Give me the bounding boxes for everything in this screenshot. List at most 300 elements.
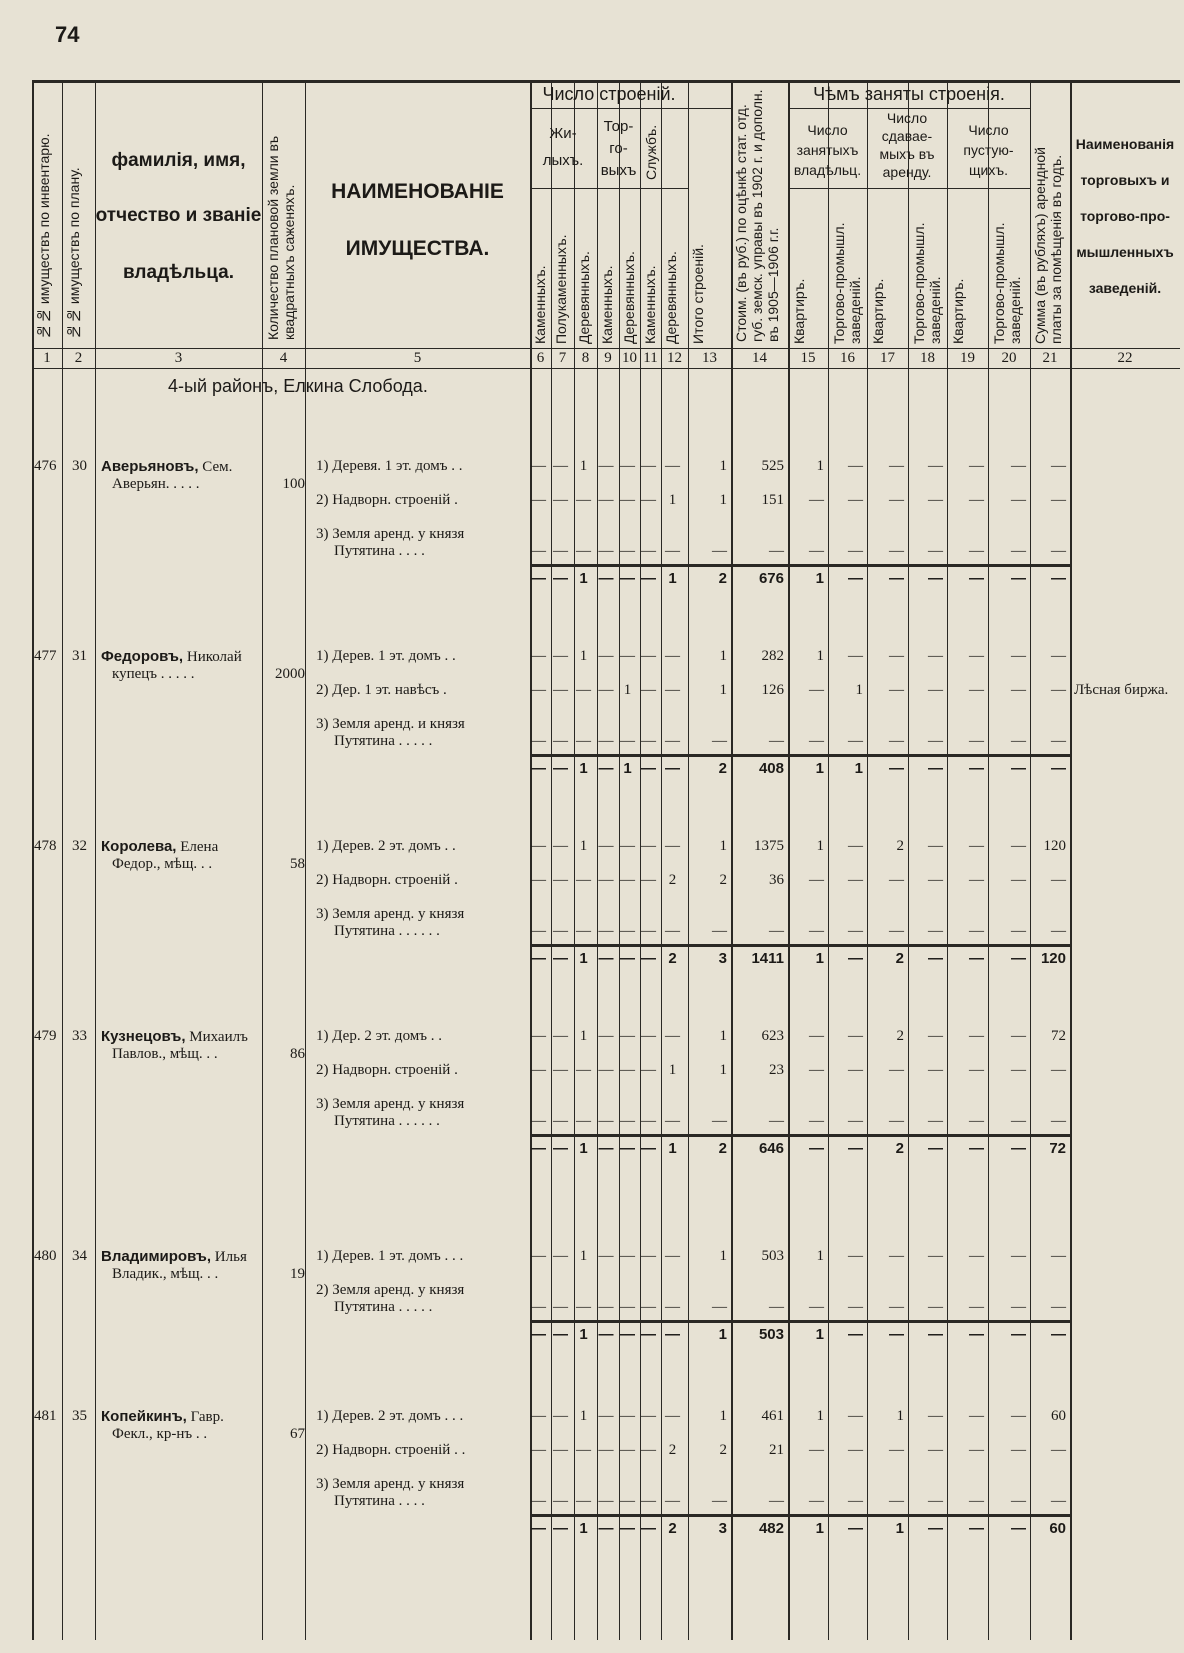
table-cell: —: [769, 1299, 784, 1315]
table-cell: —: [598, 492, 614, 508]
table-cell: —: [598, 1062, 614, 1078]
column-number: 7: [558, 350, 567, 366]
table-cell: —: [576, 923, 591, 939]
table-cell: —: [665, 838, 680, 854]
plan-number: 33: [72, 1028, 87, 1044]
table-cell: —: [848, 838, 863, 854]
owner-name: [101, 1248, 247, 1266]
table-cell: —: [889, 1442, 904, 1458]
subtotal-cell: 1: [815, 570, 824, 587]
table-cell: —: [1051, 733, 1066, 749]
table-cell: —: [928, 872, 943, 888]
table-cell: 1375: [754, 838, 784, 854]
header-sub-rent-line3: мыхъ въ: [879, 146, 935, 162]
owner-surname: Владимировъ,: [101, 1248, 212, 1265]
header-col-enterprise-line4: мышленныхъ: [1076, 244, 1174, 260]
header-col-9: Каменныхъ.: [599, 265, 615, 344]
column-rule: [988, 80, 989, 1640]
column-rule: [640, 80, 641, 1640]
header-group-trade-line3: выхъ: [600, 162, 637, 179]
column-rule: [908, 80, 909, 1640]
table-cell: —: [712, 923, 727, 939]
table-cell: —: [928, 648, 943, 664]
subtotal-cell: 1: [854, 760, 863, 777]
table-cell: —: [553, 1493, 568, 1509]
subtotal-cell: —: [665, 760, 680, 777]
table-cell: —: [848, 458, 863, 474]
table-cell: 60: [1051, 1408, 1066, 1424]
table-cell: —: [576, 733, 591, 749]
subtotal-cell: —: [969, 1140, 984, 1157]
table-cell: —: [969, 1113, 984, 1129]
column-rule: [95, 80, 96, 1640]
table-cell: —: [928, 492, 943, 508]
column-number: 5: [413, 350, 422, 366]
column-rule: [551, 80, 552, 1640]
column-number: 8: [581, 350, 590, 366]
column-rule: [597, 80, 598, 1640]
subtotal-cell: —: [620, 570, 635, 587]
subtotal-cell: 1: [579, 1140, 588, 1157]
subtotal-cell: —: [598, 1140, 614, 1157]
column-rule: [305, 80, 306, 1640]
subtotal-cell: —: [620, 950, 635, 967]
owner-name: [101, 1028, 248, 1046]
table-cell: —: [848, 648, 863, 664]
table-cell: —: [598, 1408, 614, 1424]
table-cell: 623: [761, 1028, 784, 1044]
column-rule: [619, 80, 620, 1640]
table-cell: —: [889, 733, 904, 749]
table-cell: —: [598, 1113, 614, 1129]
table-cell: —: [1051, 648, 1066, 664]
table-cell: —: [620, 733, 635, 749]
table-cell: 1: [579, 458, 588, 474]
table-cell: —: [809, 1493, 824, 1509]
table-cell: —: [889, 872, 904, 888]
table-cell: —: [665, 923, 680, 939]
subtotal-cell: —: [1051, 570, 1066, 587]
property-item: 1) Дерев. 2 эт. домъ . . .: [316, 1408, 464, 1424]
table-cell: —: [576, 1113, 591, 1129]
header-sub-rent: Число: [886, 110, 928, 126]
subtotal-cell: —: [928, 570, 943, 587]
subtotal-rule: [530, 754, 1070, 757]
subtotal-cell: 1: [815, 1520, 824, 1537]
table-cell: —: [809, 682, 824, 698]
header-group-trade: Тор-: [603, 118, 634, 135]
header-col-13: Итого строеній.: [690, 244, 706, 344]
property-item: 1) Дерев. 1 эт. домъ . .: [316, 648, 456, 664]
header-col-10: Деревянныхъ.: [621, 251, 637, 344]
table-cell: —: [769, 923, 784, 939]
property-item: 3) Земля аренд. у князя: [316, 906, 465, 922]
table-cell: 1: [623, 682, 632, 698]
table-cell: 1: [719, 458, 727, 474]
table-cell: —: [620, 1113, 635, 1129]
subtotal-cell: 120: [1040, 950, 1066, 967]
subtotal-cell: 2: [895, 1140, 904, 1157]
column-number: 16: [840, 350, 855, 366]
subtotal-cell: 1: [815, 1326, 824, 1343]
property-item: 2) Дер. 1 эт. навѣсъ .: [316, 682, 447, 698]
subtotal-cell: —: [641, 1326, 656, 1343]
table-cell: 1: [579, 1248, 588, 1264]
owner-given-name: Михаилъ: [185, 1029, 248, 1045]
header-col-enterprise-line2: торговыхъ и: [1080, 172, 1170, 188]
subtotal-cell: 2: [718, 1140, 727, 1157]
table-cell: —: [553, 492, 568, 508]
header-col-enterprise: Наименованія: [1075, 136, 1175, 152]
table-cell: —: [553, 543, 568, 559]
header-col-owner-line2: отчество и званіе: [95, 205, 262, 226]
subtotal-cell: —: [531, 1520, 546, 1537]
subtotal-cell: —: [531, 1326, 546, 1343]
subtotal-cell: 1: [579, 1520, 588, 1537]
table-cell: —: [531, 1248, 546, 1264]
table-cell: 1: [719, 682, 727, 698]
property-item: 2) Надворн. строеній . .: [316, 1442, 466, 1458]
subtotal-cell: —: [1011, 1326, 1026, 1343]
table-cell: —: [1011, 1408, 1026, 1424]
column-rule: [867, 80, 868, 1640]
header-col-property-line2: ИМУЩЕСТВА.: [345, 237, 490, 260]
header-col-19: Квартиръ.: [950, 278, 966, 344]
subtotal-cell: —: [598, 1520, 614, 1537]
owner-name-line2: Федор., мѣщ. . .: [112, 856, 213, 872]
column-number: 2: [74, 350, 83, 366]
table-cell: —: [598, 458, 614, 474]
subtotal-cell: —: [969, 760, 984, 777]
table-cell: —: [665, 1408, 680, 1424]
table-cell: —: [769, 733, 784, 749]
column-number: 10: [622, 350, 637, 366]
subtotal-cell: —: [969, 950, 984, 967]
column-number: 12: [667, 350, 682, 366]
table-cell: —: [889, 1113, 904, 1129]
table-cell: —: [665, 682, 680, 698]
subgroup-rule: [530, 188, 688, 189]
subtotal-cell: —: [928, 1326, 943, 1343]
owner-surname: Кузнецовъ,: [101, 1028, 186, 1045]
subtotal-cell: —: [928, 1520, 943, 1537]
table-cell: 2: [896, 1028, 904, 1044]
table-cell: —: [641, 648, 656, 664]
owner-given-name: Гавр.: [186, 1409, 224, 1425]
header-col-12: Деревянныхъ.: [663, 251, 679, 344]
table-cell: —: [531, 458, 546, 474]
table-cell: —: [641, 458, 656, 474]
table-cell: 2: [668, 872, 677, 888]
table-cell: —: [969, 648, 984, 664]
subtotal-cell: —: [531, 1140, 546, 1157]
subtotal-cell: 1: [895, 1520, 904, 1537]
column-number: 1: [43, 350, 51, 366]
table-cell: —: [576, 492, 591, 508]
table-cell: —: [641, 1493, 656, 1509]
header-sub-rent-line4: аренду.: [882, 164, 932, 180]
table-cell: —: [641, 492, 656, 508]
table-cell: —: [531, 872, 546, 888]
table-cell: —: [665, 1248, 680, 1264]
subtotal-cell: —: [848, 1520, 863, 1537]
subtotal-cell: 503: [758, 1326, 784, 1343]
column-rule: [788, 80, 790, 1640]
table-cell: —: [531, 1299, 546, 1315]
table-cell: —: [928, 543, 943, 559]
table-cell: —: [809, 872, 824, 888]
table-cell: —: [1051, 1062, 1066, 1078]
subtotal-cell: 2: [668, 1520, 677, 1537]
table-cell: 1: [668, 1062, 677, 1078]
table-cell: —: [848, 1408, 863, 1424]
table-cell: —: [889, 1062, 904, 1078]
table-cell: —: [665, 543, 680, 559]
subtotal-cell: 1: [579, 760, 588, 777]
subtotal-cell: —: [969, 570, 984, 587]
land-area: 2000: [275, 666, 305, 682]
column-rule: [947, 80, 948, 1640]
subtotal-cell: —: [848, 570, 863, 587]
table-cell: —: [620, 648, 635, 664]
subtotal-cell: 3: [718, 950, 727, 967]
table-cell: —: [928, 1408, 943, 1424]
table-cell: 1: [579, 1028, 588, 1044]
header-col-valuation: Стоим. (въ руб.) по оцѣнкѣ стат. отд. губ. земск. управы въ 1902 г. и дополн. въ 1905—1906 г.г.: [733, 89, 781, 342]
table-cell: 1: [816, 1248, 824, 1264]
table-cell: —: [848, 923, 863, 939]
table-cell: 1: [816, 838, 824, 854]
table-cell: —: [848, 733, 863, 749]
table-cell: 2: [719, 872, 727, 888]
table-cell: 36: [769, 872, 784, 888]
table-cell: —: [598, 682, 614, 698]
table-cell: —: [1011, 1299, 1026, 1315]
owner-name-line2: Фекл., кр-нъ . .: [112, 1426, 208, 1442]
column-number: 20: [1001, 350, 1017, 366]
table-cell: 23: [769, 1062, 784, 1078]
table-cell: —: [1051, 682, 1066, 698]
table-cell: —: [1011, 923, 1026, 939]
table-cell: —: [809, 733, 824, 749]
table-cell: —: [641, 1442, 656, 1458]
table-cell: —: [553, 1113, 568, 1129]
table-cell: —: [928, 1248, 943, 1264]
table-cell: —: [969, 458, 984, 474]
column-number: 9: [604, 350, 612, 366]
table-cell: —: [1011, 1028, 1026, 1044]
table-cell: —: [889, 458, 904, 474]
subtotal-cell: 60: [1049, 1520, 1066, 1537]
inventory-number: 480: [34, 1248, 57, 1264]
table-cell: —: [712, 1493, 727, 1509]
table-cell: —: [598, 733, 614, 749]
land-area: 67: [290, 1426, 305, 1442]
property-item-line2: Путятина . . . .: [334, 543, 425, 559]
subtotal-cell: 2: [718, 760, 727, 777]
subtotal-cell: 2: [895, 950, 904, 967]
owner-name: [101, 838, 218, 856]
subtotal-cell: —: [809, 1140, 824, 1157]
table-cell: —: [809, 492, 824, 508]
table-cell: —: [598, 1248, 614, 1264]
table-cell: —: [848, 872, 863, 888]
table-cell: —: [928, 838, 943, 854]
column-number: 15: [800, 350, 816, 366]
table-cell: —: [1011, 458, 1026, 474]
table-cell: 1: [816, 458, 824, 474]
table-cell: —: [553, 1028, 568, 1044]
property-item: 2) Земля аренд. у князя: [316, 1282, 465, 1298]
owner-name: [101, 648, 242, 666]
subtotal-cell: —: [553, 1326, 568, 1343]
subtotal-cell: 2: [668, 950, 677, 967]
subtotal-cell: —: [848, 950, 863, 967]
table-cell: —: [889, 648, 904, 664]
table-cell: —: [1011, 1248, 1026, 1264]
table-cell: —: [1051, 1248, 1066, 1264]
subtotal-cell: 1: [718, 1326, 727, 1343]
table-cell: —: [553, 1248, 568, 1264]
subgroup-rule: [788, 188, 1030, 189]
table-cell: —: [641, 838, 656, 854]
table-cell: —: [928, 458, 943, 474]
header-col-inventory-number: №№ имуществъ по инвентарю.: [36, 133, 52, 340]
table-cell: —: [969, 1408, 984, 1424]
subtotal-rule: [530, 564, 1070, 567]
enterprise-name: Лѣсная биржа.: [1074, 682, 1169, 698]
table-cell: —: [665, 648, 680, 664]
subtotal-cell: 72: [1049, 1140, 1066, 1157]
header-col-enterprise-line3: торгово-про-: [1080, 208, 1170, 224]
table-cell: —: [576, 1062, 591, 1078]
table-cell: —: [969, 923, 984, 939]
land-area: 86: [290, 1046, 305, 1062]
table-cell: —: [809, 923, 824, 939]
table-cell: —: [531, 543, 546, 559]
inventory-number: 479: [34, 1028, 57, 1044]
table-cell: —: [848, 1113, 863, 1129]
column-rule: [688, 80, 689, 1640]
table-cell: —: [809, 1028, 824, 1044]
table-cell: —: [620, 1062, 635, 1078]
column-number: 22: [1117, 350, 1133, 366]
table-cell: —: [889, 1299, 904, 1315]
table-cell: —: [576, 872, 591, 888]
column-rule: [62, 80, 63, 1640]
table-cell: —: [553, 872, 568, 888]
table-cell: —: [598, 923, 614, 939]
property-item: 3) Земля аренд. и князя: [316, 716, 465, 732]
subtotal-cell: —: [928, 1140, 943, 1157]
table-cell: —: [969, 1062, 984, 1078]
table-cell: —: [1011, 1442, 1026, 1458]
table-cell: 126: [761, 682, 784, 698]
subtotal-cell: 1: [668, 570, 677, 587]
header-group-residential-line2: лыхъ.: [542, 152, 584, 169]
table-cell: 503: [761, 1248, 784, 1264]
land-area: 100: [282, 476, 305, 492]
table-cell: —: [531, 682, 546, 698]
property-item-line2: Путятина . . . . . .: [334, 1113, 440, 1129]
header-col-owner: фамилія, имя,: [111, 150, 246, 171]
subtotal-cell: 1: [815, 950, 824, 967]
subtotal-cell: —: [848, 1140, 863, 1157]
table-cell: —: [531, 1113, 546, 1129]
header-col-16: Торгово-промышл. заведеній.: [831, 222, 863, 344]
column-number: 3: [174, 350, 183, 366]
table-cell: 1: [896, 1408, 904, 1424]
header-sub-owner: Число: [807, 122, 848, 138]
header-col-rent-sum: Сумма (въ рубляхъ) арендной платы за помѣщенія въ годъ.: [1032, 147, 1064, 344]
property-item: 1) Дерев. 1 эт. домъ . . .: [316, 1248, 464, 1264]
header-sub-rent-line2: сдавае-: [881, 128, 933, 144]
property-item: 1) Деревя. 1 эт. домъ . .: [316, 458, 463, 474]
subtotal-cell: —: [641, 950, 656, 967]
subtotal-cell: —: [531, 950, 546, 967]
subtotal-cell: —: [1011, 760, 1026, 777]
table-cell: —: [553, 648, 568, 664]
table-cell: —: [969, 1442, 984, 1458]
column-number: 18: [920, 350, 935, 366]
land-area: 58: [290, 856, 305, 872]
table-cell: —: [1011, 838, 1026, 854]
table-cell: —: [969, 492, 984, 508]
owner-name-line2: Владик., мѣщ. . .: [112, 1266, 219, 1282]
inventory-number: 477: [34, 648, 57, 664]
table-cell: —: [889, 1248, 904, 1264]
table-cell: —: [553, 682, 568, 698]
table-cell: —: [848, 1028, 863, 1044]
table-cell: —: [1011, 648, 1026, 664]
header-col-8: Деревянныхъ.: [576, 251, 592, 344]
subtotal-cell: —: [1011, 1520, 1026, 1537]
table-cell: —: [641, 1028, 656, 1044]
table-left-rule: [32, 80, 34, 1640]
table-cell: —: [928, 1442, 943, 1458]
table-cell: —: [1011, 733, 1026, 749]
property-item-line2: Путятина . . . . . .: [334, 923, 440, 939]
table-cell: —: [889, 682, 904, 698]
property-item-line2: Путятина . . . . .: [334, 1299, 433, 1315]
table-cell: —: [928, 1299, 943, 1315]
subtotal-cell: —: [598, 760, 614, 777]
property-item: 1) Дер. 2 эт. домъ . .: [316, 1028, 443, 1044]
subtotal-cell: 676: [758, 570, 784, 587]
table-cell: 151: [761, 492, 784, 508]
table-cell: —: [809, 1113, 824, 1129]
table-cell: 1: [719, 492, 727, 508]
header-col-7: Полукаменныхъ.: [553, 234, 569, 344]
subtotal-cell: 3: [718, 1520, 727, 1537]
plan-number: 35: [72, 1408, 87, 1424]
subtotal-cell: —: [1011, 1140, 1026, 1157]
table-cell: 1: [816, 1408, 824, 1424]
table-cell: —: [1051, 492, 1066, 508]
subtotal-cell: —: [531, 760, 546, 777]
land-area: 19: [290, 1266, 305, 1282]
subtotal-cell: —: [969, 1520, 984, 1537]
property-item: 2) Надворн. строеній .: [316, 492, 458, 508]
table-cell: —: [531, 648, 546, 664]
header-col-6: Каменныхъ.: [532, 265, 548, 344]
table-cell: —: [531, 492, 546, 508]
column-rule: [828, 80, 829, 1640]
table-cell: —: [1051, 1113, 1066, 1129]
owner-name-line2: Аверьян. . . . .: [112, 476, 200, 492]
table-cell: —: [769, 543, 784, 559]
header-col-plan-number: №№ имуществъ по плану.: [66, 167, 82, 340]
